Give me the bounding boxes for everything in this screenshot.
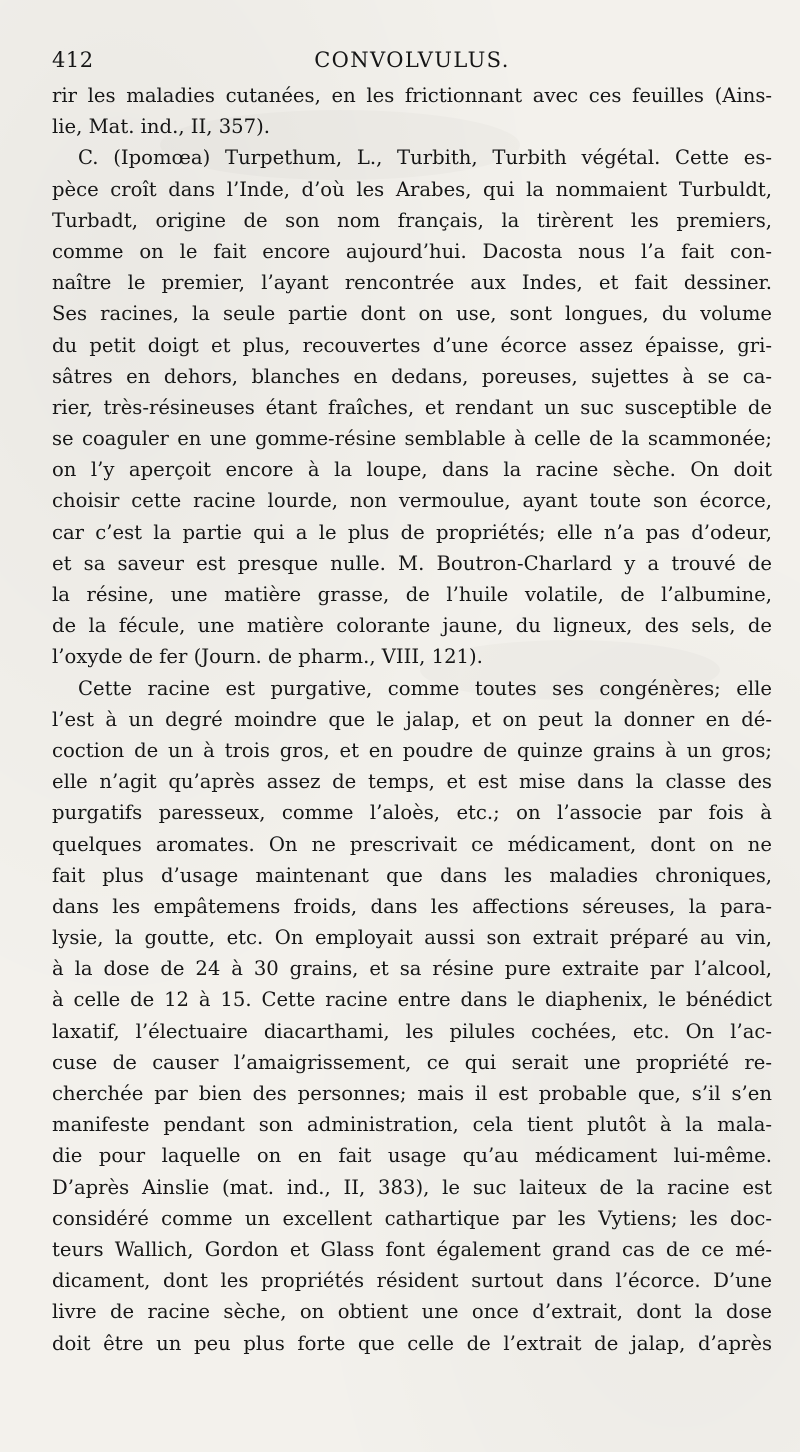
page-number: 412 — [52, 48, 94, 72]
text-line: lie, Mat. ind., II, 357). — [52, 115, 270, 139]
text-line: lysie, la goutte, etc. On employait aussi son extrait préparé au vin, — [52, 926, 772, 950]
text-line: livre de racine sèche, on obtient une once d’extrait, dont la dose — [52, 1300, 772, 1324]
text-line: doit être un peu plus forte que celle de l’extrait de jalap, d’après — [52, 1331, 772, 1355]
body-text — [52, 80, 772, 1359]
text-line: Turbadt, origine de son nom français, la tirèrent les premiers, — [52, 208, 772, 232]
page-header — [52, 44, 772, 78]
running-title: CONVOLVULUS. — [314, 48, 510, 72]
text-line: cherchée par bien des personnes; mais il est probable que, s’il s’en — [52, 1082, 772, 1105]
text-line: choisir cette racine lourde, non vermoulue, ayant toute son écorce, — [52, 489, 772, 513]
text-line: de la fécule, une matière colorante jaune, du ligneux, des sels, de — [52, 614, 772, 638]
text-line: Cette racine est purgative, comme toutes ses congénères; elle — [78, 676, 772, 700]
text-line: teurs Wallich, Gordon et Glass font également grand cas de ce mé- — [52, 1237, 772, 1261]
text-line: car c’est la partie qui a le plus de propriétés; elle n’a pas d’odeur, — [52, 520, 772, 544]
text-line: du petit doigt et plus, recouvertes d’une écorce assez épaisse, gri- — [52, 333, 772, 357]
text-line: laxatif, l’électuaire diacarthami, les pilules cochées, etc. On l’ac- — [52, 1019, 772, 1043]
text-line: quelques aromates. On ne prescrivait ce médicament, dont on ne — [52, 832, 772, 856]
text-line: D’après Ainslie (mat. ind., II, 383), le suc laiteux de la racine est — [52, 1175, 772, 1199]
text-line: sâtres en dehors, blanches en dedans, poreuses, sujettes à se ca- — [52, 364, 772, 388]
text-line: Ses racines, la seule partie dont on use, sont longues, du volume — [52, 302, 772, 326]
text-line: C. (Ipomœa) Turpethum, L., Turbith, Turbith végétal. Cette es- — [78, 146, 772, 170]
text-line: rier, très-résineuses étant fraîches, et rendant un suc susceptible de — [52, 395, 772, 419]
text-line: et sa saveur est presque nulle. M. Boutron-Charlard y a trouvé de — [52, 551, 772, 575]
text-line: coction de un à trois gros, et en poudre de quinze grains à un gros; — [52, 738, 772, 762]
text-line: l’est à un degré moindre que le jalap, et on peut la donner en dé- — [52, 707, 772, 731]
text-line: rir les maladies cutanées, en les frictionnant avec ces feuilles (Ains- — [52, 84, 772, 107]
text-line: dans les empâtemens froids, dans les affections séreuses, la para- — [52, 894, 772, 918]
text-line: manifeste pendant son administration, cela tient plutôt à la mala- — [52, 1113, 772, 1137]
text-line: on l’y aperçoit encore à la loupe, dans la racine sèche. On doit — [52, 458, 772, 482]
text-line: considéré comme un excellent cathartique par les Vytiens; les doc- — [52, 1206, 772, 1230]
text-line: die pour laquelle on en fait usage qu’au médicament lui-même. — [52, 1144, 772, 1168]
text-line: se coaguler en une gomme-résine semblable à celle de la scammonée; — [52, 427, 772, 451]
text-line: elle n’agit qu’après assez de temps, et est mise dans la classe des — [52, 770, 772, 794]
text-line: à celle de 12 à 15. Cette racine entre dans le diaphenix, le bénédict — [52, 988, 772, 1012]
text-line: cuse de causer l’amaigrissement, ce qui serait une propriété re- — [52, 1050, 772, 1074]
text-line: pèce croît dans l’Inde, d’où les Arabes, qui la nommaient Turbuldt, — [52, 177, 772, 201]
text-line: l’oxyde de fer (Journ. de pharm., VIII, 121). — [52, 645, 483, 669]
text-line: dicament, dont les propriétés résident surtout dans l’écorce. D’une — [52, 1269, 772, 1293]
text-line: comme on le fait encore aujourd’hui. Dacosta nous l’a fait con- — [52, 239, 772, 263]
text-line: la résine, une matière grasse, de l’huile volatile, de l’albumine, — [52, 583, 772, 606]
text-line: naître le premier, l’ayant rencontrée aux Indes, et fait dessiner. — [52, 271, 772, 295]
text-line: à la dose de 24 à 30 grains, et sa résine pure extraite par l’alcool, — [52, 957, 772, 981]
text-line: purgatifs paresseux, comme l’aloès, etc.; on l’associe par fois à — [52, 801, 772, 825]
text-line: fait plus d’usage maintenant que dans les maladies chroniques, — [52, 863, 772, 887]
